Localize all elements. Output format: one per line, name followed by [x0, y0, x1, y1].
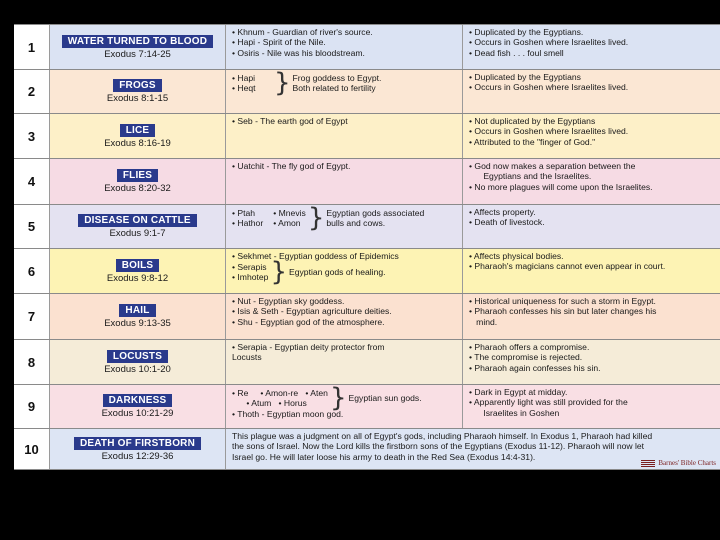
- plague-title: DISEASE ON CATTLE: [78, 214, 197, 227]
- god-line: Frog goddess to Egypt.: [292, 72, 382, 83]
- plague-row: [14, 248, 720, 293]
- significance-line: • Affects property.: [469, 207, 536, 217]
- plague-name-cell: [50, 159, 226, 204]
- gods-description: [289, 267, 386, 277]
- god-line: • Serapia - Egyptian deity protector from: [232, 342, 385, 352]
- god-line: • Amon: [273, 218, 301, 228]
- scripture-reference: Exodus 8:1-15: [106, 93, 169, 104]
- gods-group: [232, 70, 456, 98]
- plague-row: [14, 428, 720, 470]
- egyptian-gods-cell: [226, 25, 463, 69]
- plague-number: 7: [14, 294, 50, 339]
- plague-row: [14, 113, 720, 158]
- logo-text: Barnes' Bible Charts: [658, 459, 716, 467]
- scripture-reference: Exodus 10:1-20: [104, 363, 171, 375]
- significance-cell: [463, 205, 720, 248]
- god-line: • Khnum - Guardian of river's source.: [232, 27, 373, 37]
- god-line: • Nut - Egyptian sky goddess.: [232, 296, 345, 306]
- significance-line: • Apparently light was still provided for the: [469, 397, 628, 408]
- scripture-reference: Exodus 9:8-12: [106, 272, 169, 284]
- god-line: • Hathor: [232, 218, 264, 228]
- plagues-chart: [14, 24, 720, 470]
- plague-title: LOCUSTS: [107, 350, 168, 363]
- egyptian-gods-cell: [226, 249, 463, 293]
- significance-cell: [463, 385, 720, 428]
- brace-icon: }: [307, 205, 325, 233]
- plague-name-cell: [50, 249, 226, 293]
- significance-line: • Occurs in Goshen where Israelites lived.: [469, 82, 629, 93]
- god-line: • Uatchit - The fly god of Egypt.: [232, 161, 351, 171]
- plague-number: 4: [14, 159, 50, 204]
- summary-line: This plague was a judgment on all of Egypt's gods, including Pharaoh himself. In Exodus 1, Pharaoh had killed: [232, 431, 653, 441]
- significance-line: • Not duplicated by the Egyptians: [469, 116, 596, 126]
- plague-name-cell: [50, 294, 226, 339]
- gods-group: [232, 257, 456, 288]
- summary-line: Israel go. He will later loose his army to death in the Red Sea (Exodus 14:4-31).: [232, 451, 536, 462]
- scripture-reference: Exodus 8:16-19: [104, 137, 171, 149]
- god-line: • Thoth - Egyptian moon god.: [232, 409, 344, 419]
- significance-cell: [463, 159, 720, 204]
- plague-number: 6: [14, 249, 50, 293]
- plague-title: LICE: [120, 124, 156, 137]
- significance-line: mind.: [469, 316, 498, 327]
- significance-line: • Death of livestock.: [469, 217, 545, 228]
- plague-title: HAIL: [119, 304, 155, 317]
- plague-row: [14, 69, 720, 113]
- scripture-reference: Exodus 7:14-25: [104, 48, 171, 60]
- god-line: Egyptian gods associated: [326, 207, 425, 218]
- gods-col-a: [232, 208, 263, 229]
- god-line: Both related to fertility: [292, 83, 376, 93]
- god-line: • Hapi - Spirit of the Nile.: [232, 37, 326, 48]
- plague-title: FLIES: [117, 169, 158, 182]
- plague-title: BOILS: [116, 259, 160, 272]
- plague-title: WATER TURNED TO BLOOD: [62, 35, 213, 48]
- significance-cell: [463, 294, 720, 339]
- god-line: bulls and cows.: [326, 218, 386, 228]
- plague-row: [14, 204, 720, 248]
- god-line: • Sekhmet - Egyptian goddess of Epidemics: [232, 251, 399, 261]
- significance-cell: [463, 25, 720, 69]
- god-line: • Hapi: [232, 72, 256, 83]
- scripture-reference: Exodus 8:20-32: [104, 183, 171, 194]
- significance-line: Egyptians and the Israelites.: [469, 171, 592, 182]
- egyptian-gods-cell: [226, 294, 463, 339]
- gods-description: [349, 393, 422, 403]
- plague-row: [14, 158, 720, 204]
- plague-row: [14, 293, 720, 339]
- plague-title: DARKNESS: [103, 394, 173, 407]
- god-line: • Atum • Horus: [232, 398, 307, 408]
- significance-line: • No more plagues will come upon the Israelites.: [469, 181, 653, 192]
- significance-line: • The compromise is rejected.: [469, 352, 583, 363]
- plague-name-cell: [50, 114, 226, 158]
- significance-line: • Occurs in Goshen where Israelites lived.: [469, 37, 629, 48]
- significance-line: • Dead fish . . . foul smell: [469, 47, 564, 58]
- god-line: • Ptah: [232, 207, 256, 218]
- god-line: • Re • Amon-re • Aten: [232, 387, 328, 398]
- significance-cell: [463, 340, 720, 384]
- significance-line: • Occurs in Goshen where Israelites lived.: [469, 126, 629, 137]
- significance-line: • Pharaoh's magicians cannot even appear in court.: [469, 261, 666, 272]
- egyptian-gods-cell: [226, 205, 463, 248]
- scripture-reference: Exodus 10:21-29: [101, 408, 174, 419]
- gods-list: [232, 262, 268, 283]
- scripture-reference: Exodus 9:13-35: [104, 318, 171, 329]
- plague-number: 3: [14, 114, 50, 158]
- gods-group: [232, 205, 456, 233]
- significance-line: • Historical uniqueness for such a storm in Egypt.: [469, 296, 656, 306]
- plague-row: [14, 384, 720, 428]
- god-line: Egyptian gods of healing.: [289, 267, 386, 278]
- egyptian-gods-cell: [226, 159, 463, 204]
- barnes-bible-charts-logo: [641, 459, 716, 467]
- significance-line: Israelites in Goshen: [469, 407, 560, 418]
- plague-number: 9: [14, 385, 50, 428]
- brace-icon: }: [274, 70, 291, 98]
- plague-title: FROGS: [113, 79, 162, 92]
- significance-line: • Affects physical bodies.: [469, 251, 564, 261]
- scripture-reference: Exodus 9:1-7: [109, 228, 166, 239]
- gods-description: [293, 73, 382, 94]
- plague-name-cell: [50, 385, 226, 428]
- god-line: Egyptian sun gods.: [348, 392, 422, 403]
- plague-name-cell: [50, 25, 226, 69]
- significance-line: • Pharaoh offers a compromise.: [469, 342, 590, 352]
- god-line: • Mnevis: [273, 207, 306, 218]
- significance-cell: [463, 114, 720, 158]
- god-line: • Heqt: [232, 83, 256, 93]
- god-line: • Seb - The earth god of Egypt: [232, 116, 348, 126]
- plague-number: 2: [14, 70, 50, 113]
- logo-icon: [641, 460, 655, 467]
- egyptian-gods-cell: [226, 114, 463, 158]
- brace-icon: }: [329, 385, 347, 413]
- plague-number: 1: [14, 25, 50, 69]
- god-line: • Imhotep: [232, 272, 269, 283]
- plague-row: [14, 339, 720, 384]
- plague-number: 8: [14, 340, 50, 384]
- god-line: • Osiris - Nile was his bloodstream.: [232, 47, 365, 58]
- significance-line: • Duplicated by the Egyptians.: [469, 27, 584, 37]
- plague-name-cell: [50, 429, 226, 469]
- gods-list: [232, 388, 328, 409]
- significance-cell: [463, 70, 720, 113]
- gods-list: [232, 73, 272, 94]
- god-line: Locusts: [232, 352, 262, 363]
- plague-name-cell: [50, 205, 226, 248]
- gods-group: [232, 385, 456, 413]
- significance-cell: [463, 249, 720, 293]
- plague-title: DEATH OF FIRSTBORN: [74, 437, 201, 450]
- gods-col-b: [273, 208, 306, 229]
- significance-line: • Attributed to the "finger of God.": [469, 136, 596, 147]
- plague-row: [14, 24, 720, 69]
- significance-line: • Duplicated by the Egyptians: [469, 72, 581, 82]
- egyptian-gods-cell: [226, 385, 463, 428]
- god-line: • Shu - Egyptian god of the atmosphere.: [232, 316, 385, 327]
- summary-line: the sons of Israel. Now the Lord kills the firstborn sons of the Egyptians (Exodus 11-12). Pharaoh will now let: [232, 441, 645, 452]
- significance-line: • Pharaoh confesses his sin but later changes his: [469, 306, 657, 317]
- brace-icon: }: [270, 257, 287, 288]
- significance-line: • Pharaoh again confesses his sin.: [469, 362, 601, 373]
- god-line: • Serapis: [232, 262, 267, 272]
- significance-line: • Dark in Egypt at midday.: [469, 387, 568, 397]
- scripture-reference: Exodus 12:29-36: [101, 450, 174, 462]
- plague-name-cell: [50, 70, 226, 113]
- plague-number: 5: [14, 205, 50, 248]
- significance-line: • God now makes a separation between the: [469, 161, 636, 171]
- plague-name-cell: [50, 340, 226, 384]
- egyptian-gods-cell: [226, 70, 463, 113]
- god-line: • Isis & Seth - Egyptian agriculture deities.: [232, 306, 392, 317]
- plague-number: 10: [14, 429, 50, 469]
- egyptian-gods-cell: [226, 340, 463, 384]
- gods-description: [326, 208, 424, 229]
